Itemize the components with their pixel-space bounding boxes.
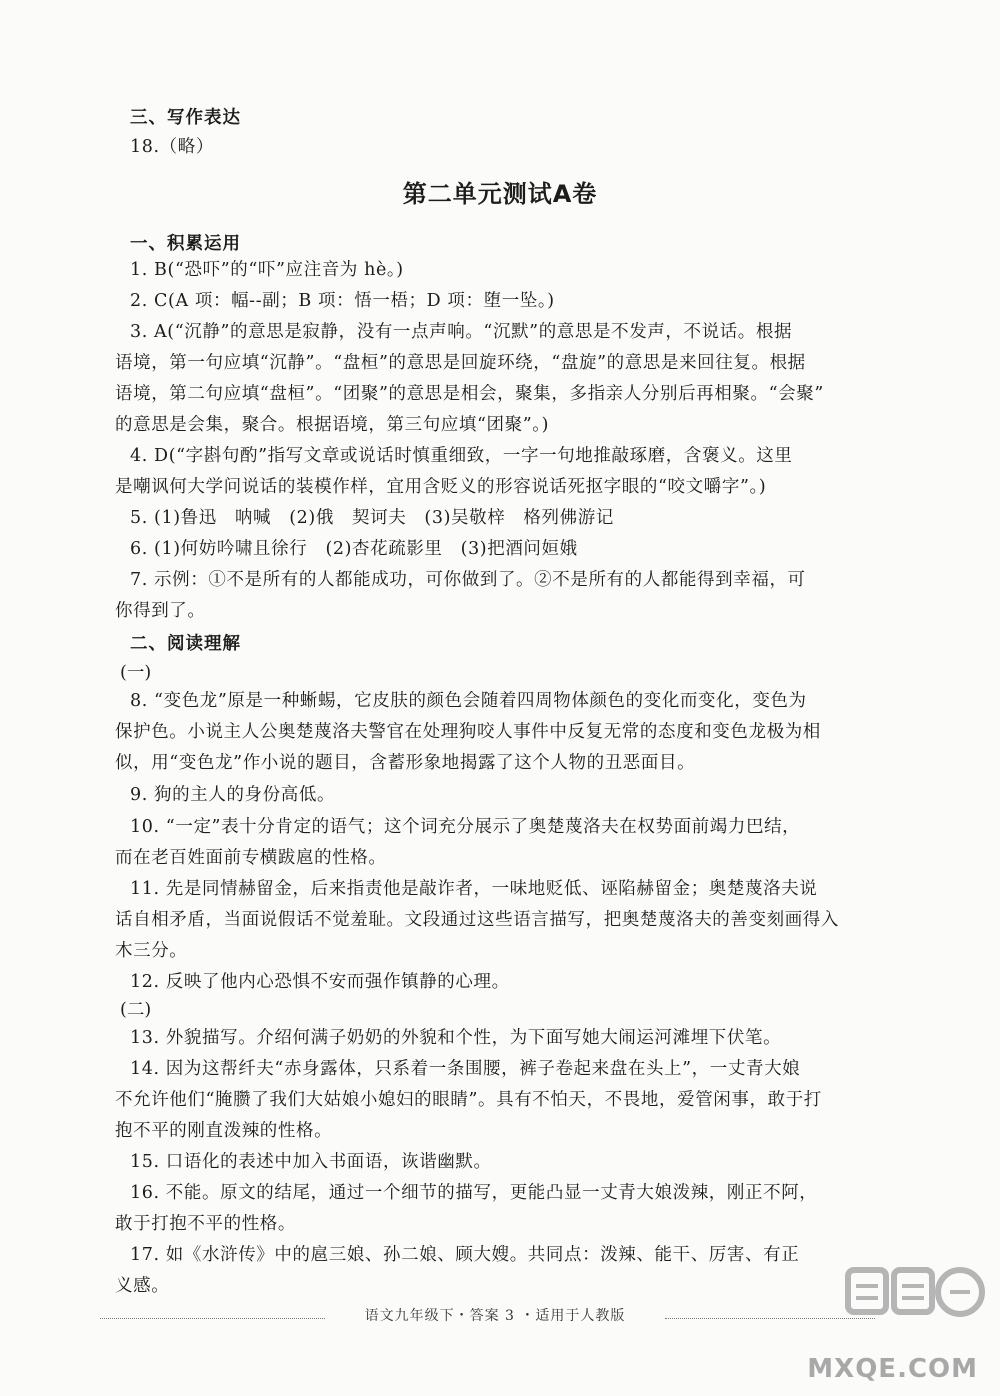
answer-line: 7. 示例：①不是所有的人都能成功，可你做到了。②不是所有的人都能得到幸福，可 (130, 570, 806, 590)
watermark-text: MXQE.COM (807, 1354, 978, 1384)
answer-line: 抱不平的刚直泼辣的性格。 (115, 1121, 333, 1141)
subsection-label-2: (二) (120, 1000, 152, 1020)
answer-line: 6. (1)何妨吟啸且徐行 (2)杏花疏影里 (3)把酒问姮娥 (130, 539, 578, 559)
answer-line: 17. 如《水浒传》中的扈三娘、孙二娘、顾大嫂。共同点：泼辣、能干、厉害、有正 (130, 1245, 800, 1265)
answer-line: 保护色。小说主人公奥楚蔑洛夫警官在处理狗咬人事件中反复无常的态度和变色龙极为相 (115, 722, 821, 742)
answer-line: 16. 不能。原文的结尾，通过一个细节的描写，更能凸显一丈青大娘泼辣，刚正不阿， (130, 1183, 818, 1203)
page-title: 第二单元测试A卷 (402, 180, 598, 208)
answer-line: 13. 外貌描写。介绍何满子奶奶的外貌和个性，为下面写她大闹运河滩埋下伏笔。 (130, 1028, 782, 1048)
answer-line: 3. A(“沉静”的意思是寂静，没有一点声响。“沉默”的意思是不发声，不说话。根据 (130, 322, 793, 342)
answer-line: 8. “变色龙”原是一种蜥蜴，它皮肤的颜色会随着四周物体颜色的变化而变化，变色为 (130, 691, 807, 711)
answer-line: 而在老百姓面前专横跋扈的性格。 (115, 848, 387, 868)
footer-divider-left (100, 1318, 325, 1319)
section-heading-accumulation: 一、积累运用 (130, 234, 241, 254)
answer-18: 18.（略） (130, 137, 214, 157)
answer-line: 语境，第二句应填“盘桓”。“团聚”的意思是相会，聚集，多指亲人分别后再相聚。“会聚” (115, 384, 824, 404)
answer-line: 5. (1)鲁迅 呐喊 (2)俄 契诃夫 (3)吴敬梓 格列佛游记 (130, 508, 614, 528)
answer-line: 语境，第一句应填“沉静”。“盘桓”的意思是回旋环绕，“盘旋”的意思是来回往复。根据 (115, 353, 806, 373)
answer-line: 10. “一定”表十分肯定的语气；这个词充分展示了奥楚蔑洛夫在权势面前竭力巴结， (130, 817, 801, 837)
answer-line: 木三分。 (115, 941, 188, 961)
section-heading-writing: 三、写作表达 (130, 108, 241, 128)
answer-line: 不允许他们“腌臜了我们大姑娘小媳妇的眼睛”。具有不怕天，不畏地，爱管闲事，敢于打 (115, 1090, 822, 1110)
answer-line: 4. D(“字斟句酌”指写文章或说话时慎重细致，一字一句地推敲琢磨，含褒义。这里 (130, 446, 793, 466)
answer-line: 12. 反映了他内心恐惧不安而强作镇静的心理。 (130, 972, 510, 992)
subsection-label-1: (一) (120, 663, 152, 683)
answer-line: 15. 口语化的表述中加入书面语，诙谐幽默。 (130, 1152, 492, 1172)
answer-line: 9. 狗的主人的身份高低。 (130, 785, 336, 805)
answer-line: 是嘲讽何大学问说话的装模作样，宜用含贬义的形容说话死抠字眼的“咬文嚼字”。) (115, 477, 767, 497)
answer-line: 11. 先是同情赫留金，后来指责他是敲诈者，一味地贬低、诬陷赫留金；奥楚蔑洛夫说 (130, 879, 818, 899)
answer-line: 义感。 (115, 1276, 170, 1296)
answer-line: 1. B(“恐吓”的“吓”应注音为 hè。) (130, 260, 404, 280)
answer-line: 14. 因为这帮纤夫“赤身露体，只系着一条围腰，裤子卷起来盘在头上”，一丈青大娘 (130, 1059, 801, 1079)
answer-line: 敢于打抱不平的性格。 (115, 1214, 296, 1234)
answer-line: 你得到了。 (115, 601, 206, 621)
answer-line: 话自相矛盾，当面说假话不觉羞耻。文段通过这些语言描写，把奥楚蔑洛夫的善变刻画得入 (115, 910, 839, 930)
answer-line: 似，用“变色龙”作小说的题目，含蓄形象地揭露了这个人物的丑恶面目。 (115, 753, 696, 773)
footer-text: 语文九年级下・答案 3 ・适用于人教版 (364, 1308, 626, 1324)
answer-line: 2. C(A 项：幅--副；B 项：悟一梧；D 项：堕一坠。) (130, 291, 555, 311)
answer-line: 的意思是会集，聚合。根据语境，第三句应填“团聚”。) (115, 415, 550, 435)
section-heading-reading: 二、阅读理解 (130, 634, 241, 654)
